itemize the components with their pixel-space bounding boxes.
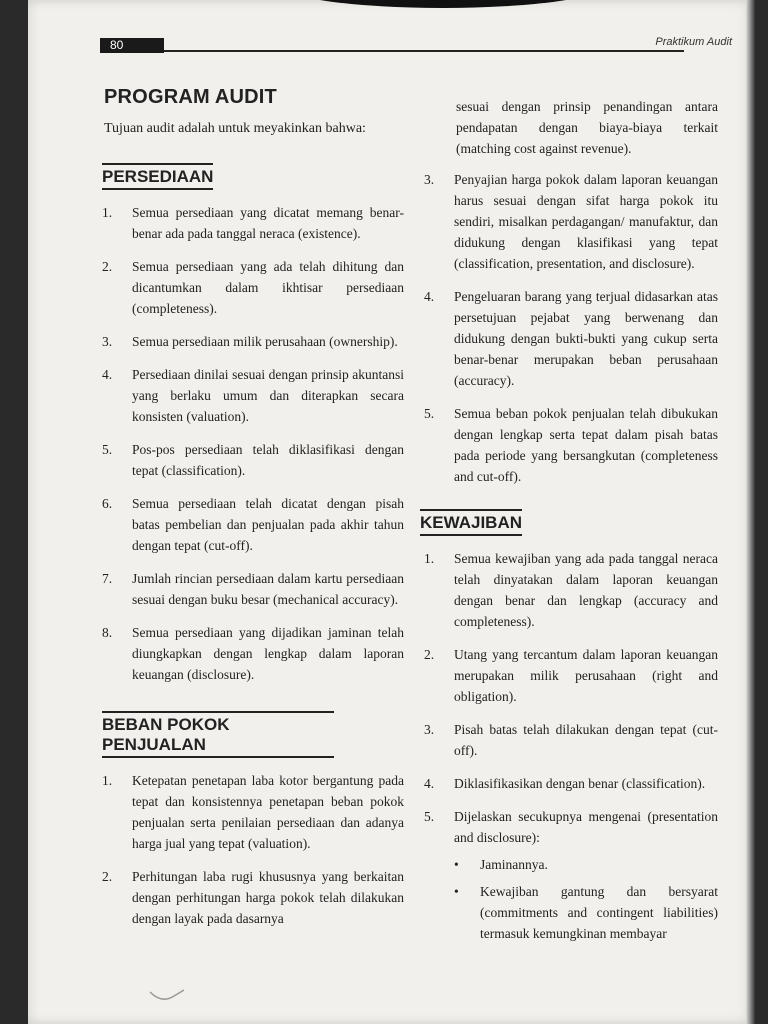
list-item <box>94 364 404 427</box>
item-number: 4. <box>102 367 113 382</box>
list-item <box>416 719 718 761</box>
left-column <box>94 86 404 941</box>
item-text: Semua persediaan yang dijadikan jaminan telah diungkapkan dengan lengkap dalam laporan keuangan (disclosure). <box>132 625 404 682</box>
item-number: 1. <box>102 773 113 788</box>
intro-text: Tujuan audit adalah untuk meyakinkan bahwa: <box>104 121 366 136</box>
persediaan-list <box>94 202 404 685</box>
list-item <box>94 202 404 244</box>
item-text: Semua persediaan yang ada telah dihitung dan dicantumkan dalam ikhtisar persediaan (completeness). <box>132 259 404 316</box>
item-text: Semua persediaan telah dicatat dengan pisah batas pembelian dan penjualan pada akhir tahun dengan tepat (cut-off). <box>132 496 404 553</box>
bullet-item <box>454 881 718 944</box>
item-text: Semua persediaan milik perusahaan (ownership). <box>132 334 398 349</box>
item-text: Jumlah rincian persediaan dalam kartu persediaan sesuai dengan buku besar (mechanical accuracy). <box>132 571 404 607</box>
item-number: 1. <box>102 205 113 220</box>
item-number: 8. <box>102 625 113 640</box>
list-item <box>416 286 718 391</box>
item-number: 2. <box>102 259 113 274</box>
item-text: Utang yang tercantum dalam laporan keuangan merupakan milik perusahaan (right and obligation). <box>454 647 718 704</box>
list-item <box>416 548 718 632</box>
item-number: 4. <box>424 289 435 304</box>
item-number: 3. <box>102 334 113 349</box>
list-item <box>94 256 404 319</box>
bullet-text: Kewajiban gantung dan bersyarat (commitments and contingent liabilities) termasuk kemungkinan membayar <box>480 884 718 941</box>
bullet-dot: • <box>454 884 459 899</box>
item-number: 2. <box>102 869 113 884</box>
right-column <box>416 96 718 950</box>
section-heading-persediaan: PERSEDIAAN <box>102 163 213 190</box>
item-number: 2. <box>424 647 435 662</box>
item-text: Pengeluaran barang yang terjual didasarkan atas persetujuan pejabat yang berwenang dan didukung dengan bukti-bukti yang cukup serta benar-benar merupakan beban perusahaan (accuracy). <box>454 289 718 388</box>
pen-mark <box>148 986 188 1006</box>
item-text: Semua persediaan yang dicatat memang benar-benar ada pada tanggal neraca (existence). <box>132 205 404 241</box>
item-number: 3. <box>424 172 435 187</box>
bpp-list-continued <box>416 169 718 487</box>
list-item <box>94 568 404 610</box>
list-item <box>94 331 404 352</box>
item-number: 6. <box>102 496 113 511</box>
item-text: Ketepatan penetapan laba kotor bergantung pada tepat dan konsistennya penetapan beban pokok penjualan serta penilaian persediaan dan adanya harga jual yang tepat (valuation). <box>132 773 404 851</box>
item-text: Pisah batas telah dilakukan dengan tepat (cut-off). <box>454 722 718 758</box>
item-text: Penyajian harga pokok dalam laporan keuangan harus sesuai dengan sifat harga pokok itu sendiri, misalkan perdagangan/ manufaktur, dan didukung dengan klasifikasi yang tepat (classification, presentation, and disclosure). <box>454 172 718 271</box>
list-item <box>94 439 404 481</box>
list-item <box>416 403 718 487</box>
page-header <box>100 36 756 54</box>
page-edge <box>746 0 756 1024</box>
bullet-text: Jaminannya. <box>480 857 548 872</box>
item-number: 4. <box>424 776 435 791</box>
header-rule <box>164 50 684 52</box>
list-item <box>416 773 718 794</box>
item-text: Pos-pos persediaan telah diklasifikasi dengan tepat (classification). <box>132 442 404 478</box>
page-number: 80 <box>100 38 164 53</box>
list-item <box>94 770 404 854</box>
item-number: 3. <box>424 722 435 737</box>
item-number: 5. <box>424 406 435 421</box>
list-item <box>94 866 404 929</box>
bpp-list <box>94 770 404 929</box>
item-text: Diklasifikasikan dengan benar (classification). <box>454 776 706 791</box>
bullet-item <box>454 854 718 875</box>
item-text: Semua kewajiban yang ada pada tanggal neraca telah dinyatakan dalam laporan keuangan dengan benar dan lengkap (accuracy and completeness). <box>454 551 718 629</box>
bullet-dot: • <box>454 857 459 872</box>
section-heading-beban-pokok-penjualan: BEBAN POKOK PENJUALAN <box>102 711 334 758</box>
item-text: Dijelaskan secukupnya mengenai (presentation and disclosure): <box>454 809 718 845</box>
list-item <box>416 169 718 274</box>
item-number: 1. <box>424 551 435 566</box>
section-heading-kewajiban: KEWAJIBAN <box>420 509 522 536</box>
item-number: 5. <box>424 809 435 824</box>
list-item <box>94 622 404 685</box>
book-page <box>28 0 756 1024</box>
continued-text: sesuai dengan prinsip penandingan antara pendapatan dengan biaya-biaya terkait (matching cost against revenue). <box>456 99 718 156</box>
kewajiban-list <box>416 548 718 944</box>
running-head: Praktikum Audit <box>655 36 732 48</box>
item-text: Perhitungan laba rugi khususnya yang berkaitan dengan perhitungan harga pokok telah dilakukan dengan layak pada dasarnya <box>132 869 404 926</box>
item-number: 7. <box>102 571 113 586</box>
item-text: Persediaan dinilai sesuai dengan prinsip akuntansi yang berlaku umum dan diterapkan secara konsisten (valuation). <box>132 367 404 424</box>
item-text: Semua beban pokok penjualan telah dibukukan dengan lengkap serta tepat dalam pisah batas pada periode yang bersangkutan (completeness and cut-off). <box>454 406 718 484</box>
item-number: 5. <box>102 442 113 457</box>
list-item <box>416 644 718 707</box>
list-item <box>416 806 718 848</box>
list-item <box>94 493 404 556</box>
scan-shadow <box>278 0 608 8</box>
page-title: PROGRAM AUDIT <box>104 86 277 108</box>
